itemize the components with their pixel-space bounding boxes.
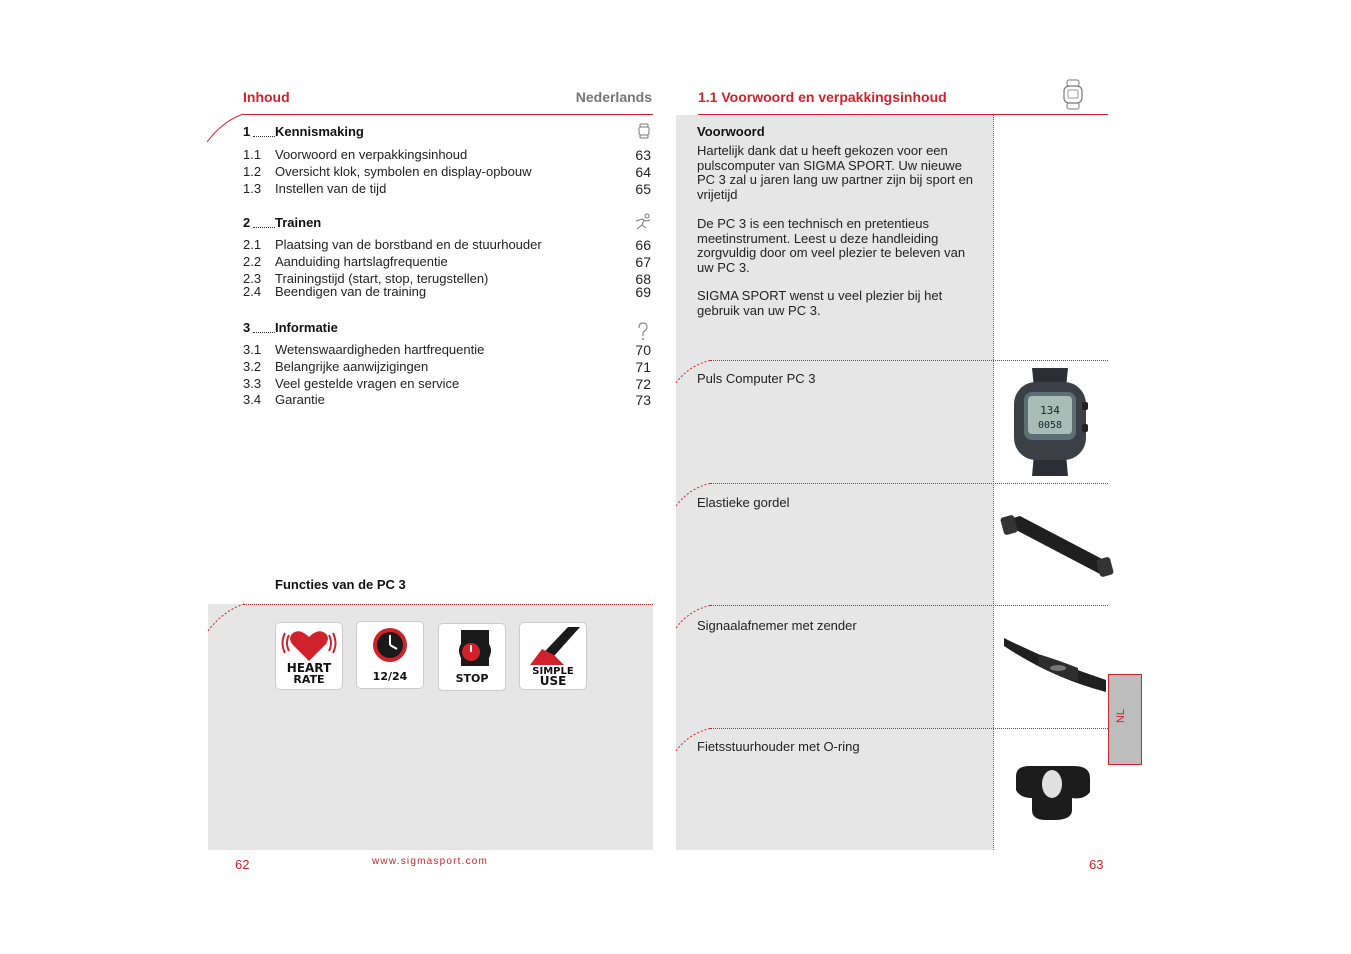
toc-item[interactable]: 2.1 Plaatsing van de borstband en de stuurhouder 66	[243, 237, 651, 253]
foreword-paragraph-1: Hartelijk dank dat u heeft gekozen voor een pulscomputer van SIGMA SPORT. Uw nieuwe PC 3 zal u jaren lang uw partner zijn bij sport en vrijetijd	[697, 143, 974, 202]
toc-list-1	[243, 147, 651, 197]
clock-feature: 12/24	[357, 622, 423, 688]
content-item-watch: Puls Computer PC 3	[697, 371, 816, 386]
functions-dotline	[243, 604, 653, 605]
header-curve	[205, 113, 245, 143]
toc-item[interactable]: 3.1 Wetenswaardigheden hartfrequentie 70	[243, 342, 651, 358]
svg-text:0058: 0058	[1037, 420, 1063, 431]
toc-item[interactable]: 2.4 Beendigen van de training 69	[243, 284, 651, 301]
right-header-title: 1.1 Voorwoord en verpakkingsinhoud	[698, 89, 947, 105]
svg-text:134: 134	[1040, 404, 1060, 417]
left-header-language: Nederlands	[575, 89, 652, 105]
foreword-paragraph-3: SIGMA SPORT wenst u veel plezier bij het gebruik van uw PC 3.	[697, 288, 943, 318]
toc-item[interactable]: 1.3 Instellen van de tijd 65	[243, 180, 651, 197]
heart-rate-icon	[280, 629, 338, 663]
left-header-rule	[243, 114, 653, 115]
row-divider	[710, 728, 1108, 729]
content-item-bike-mount: Fietsstuurhouder met O-ring	[697, 739, 860, 754]
stopwatch-icon	[451, 628, 495, 668]
question-icon	[636, 322, 650, 342]
runner-icon	[632, 212, 654, 232]
toc-list-2	[243, 237, 651, 301]
bike-mount-image	[1010, 762, 1094, 824]
toc-item[interactable]: 2.3 Trainingstijd (start, stop, terugstellen) 68	[243, 270, 651, 287]
right-page-number: 63	[1089, 857, 1104, 872]
toc-item[interactable]: 3.3 Veel gestelde vragen en service 72	[243, 375, 651, 392]
simple-use-feature: SIMPLE USE	[520, 623, 586, 689]
content-item-transmitter: Signaalafnemer met zender	[697, 618, 857, 633]
row-divider	[710, 483, 1108, 484]
language-tab-label: NL	[1115, 708, 1128, 724]
language-tab[interactable]	[1108, 674, 1142, 765]
toc-item[interactable]: 1.1 Voorwoord en verpakkingsinhoud 63	[243, 147, 651, 163]
row-divider	[710, 360, 1108, 361]
toc-item[interactable]: 3.2 Belangrijke aanwijzigingen 71	[243, 358, 651, 375]
foreword-title: Voorwoord	[697, 124, 765, 139]
left-header-title: Inhoud	[243, 89, 290, 105]
website-link[interactable]: www.sigmasport.com	[372, 856, 489, 867]
left-page-number: 62	[235, 857, 250, 872]
toc-item[interactable]: 1.2 Oversicht klok, symbolen en display-opbouw 64	[243, 163, 651, 180]
stopwatch-feature: STOP	[439, 624, 505, 690]
transmitter-image	[1002, 632, 1108, 698]
toc-item[interactable]: 3.4 Garantie 73	[243, 392, 651, 409]
content-item-strap: Elastieke gordel	[697, 495, 790, 510]
clock-icon	[372, 627, 408, 663]
toc-section-1[interactable]: 1 Kennismaking	[243, 124, 364, 139]
toc-section-3[interactable]: 3 Informatie	[243, 320, 338, 335]
row-divider	[710, 605, 1108, 606]
foreword-paragraph-2: De PC 3 is een technisch en pretentieus meetinstrument. Leest u deze handleiding zorgvuldig door om veel plezier te beleven van uw PC 3.	[697, 216, 966, 275]
heart-rate-feature: HEART RATE	[276, 623, 342, 689]
strap-image	[1000, 512, 1116, 578]
functions-curve	[207, 603, 245, 633]
toc-section-2[interactable]: 2 Trainen	[243, 215, 322, 230]
watch-icon	[1062, 79, 1084, 111]
simple-use-icon	[524, 625, 582, 667]
toc-item[interactable]: 2.2 Aanduiding hartslagfrequentie 67	[243, 253, 651, 270]
toc-list-3	[243, 342, 651, 409]
watch-image	[1010, 366, 1090, 478]
functions-panel	[208, 604, 653, 850]
functions-title: Functies van de PC 3	[275, 577, 406, 592]
watch-icon	[637, 123, 651, 139]
